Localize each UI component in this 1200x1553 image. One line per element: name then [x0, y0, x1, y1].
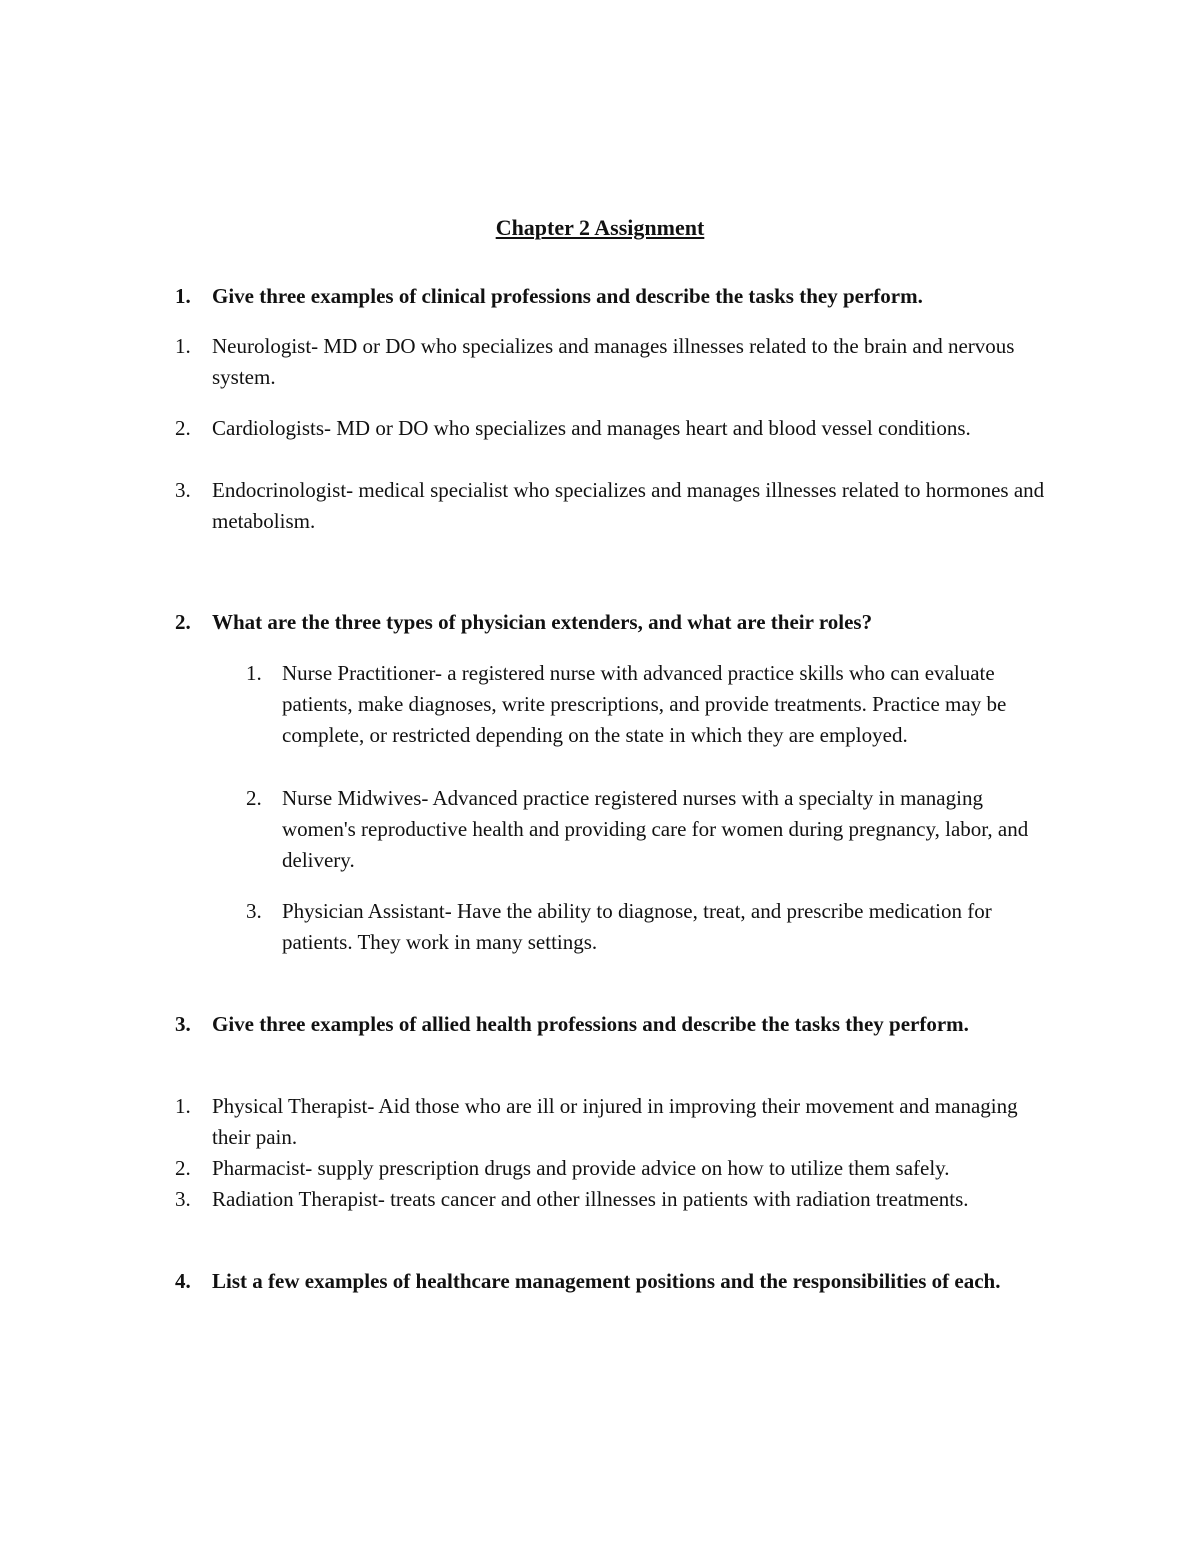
list-item — [246, 783, 1056, 876]
list-item-number: 1. — [246, 661, 262, 685]
list-item — [175, 1091, 1045, 1153]
list-item-text: Cardiologists- MD or DO who specializes and manages heart and blood vessel conditions. — [212, 416, 971, 440]
question-text: Give three examples of clinical professions and describe the tasks they perform. — [212, 284, 923, 308]
list-item — [175, 331, 1045, 393]
list-item — [246, 896, 1056, 958]
list-item — [246, 658, 1056, 751]
list-item-text: Pharmacist- supply prescription drugs and provide advice on how to utilize them safely. — [212, 1156, 950, 1180]
list-item — [175, 413, 1045, 444]
question-2 — [175, 607, 1055, 638]
question-number: 1. — [175, 284, 191, 308]
question-text: List a few examples of healthcare management positions and the responsibilities of each. — [212, 1269, 1001, 1293]
list-item-number: 3. — [175, 1187, 191, 1211]
list-item — [175, 1153, 1045, 1184]
list-item-number: 1. — [175, 334, 191, 358]
list-item-text: Nurse Practitioner- a registered nurse with advanced practice skills who can evaluate patients, make diagnoses, write prescriptions, and provide treatments. Practice may be complete, or restricted depending on the state in which they are employed. — [282, 661, 1007, 747]
list-item — [175, 475, 1045, 537]
list-item-number: 2. — [175, 1156, 191, 1180]
list-item — [175, 1184, 1045, 1215]
list-item-number: 2. — [175, 416, 191, 440]
list-item-text: Physician Assistant- Have the ability to diagnose, treat, and prescribe medication for patients. They work in many settings. — [282, 899, 992, 954]
list-item-text: Neurologist- MD or DO who specializes and manages illnesses related to the brain and nervous system. — [212, 334, 1015, 389]
list-item-number: 1. — [175, 1094, 191, 1118]
list-item-number: 2. — [246, 786, 262, 810]
question-text: What are the three types of physician extenders, and what are their roles? — [212, 610, 873, 634]
question-number: 4. — [175, 1269, 191, 1293]
page-title: Chapter 2 Assignment — [495, 215, 705, 240]
question-3 — [175, 1009, 1055, 1040]
question-text: Give three examples of allied health professions and describe the tasks they perform. — [212, 1012, 969, 1036]
list-item-text: Radiation Therapist- treats cancer and other illnesses in patients with radiation treatments. — [212, 1187, 969, 1211]
list-item-number: 3. — [175, 478, 191, 502]
question-number: 2. — [175, 610, 191, 634]
question-4 — [175, 1266, 1055, 1297]
list-item-number: 3. — [246, 899, 262, 923]
question-1 — [175, 281, 1055, 312]
question-number: 3. — [175, 1012, 191, 1036]
list-item-text: Endocrinologist- medical specialist who specializes and manages illnesses related to hormones and metabolism. — [212, 478, 1045, 533]
list-item-text: Nurse Midwives- Advanced practice registered nurses with a specialty in managing women's reproductive health and providing care for women during pregnancy, labor, and delivery. — [282, 786, 1029, 872]
list-item-text: Physical Therapist- Aid those who are ill or injured in improving their movement and managing their pain. — [212, 1094, 1018, 1149]
